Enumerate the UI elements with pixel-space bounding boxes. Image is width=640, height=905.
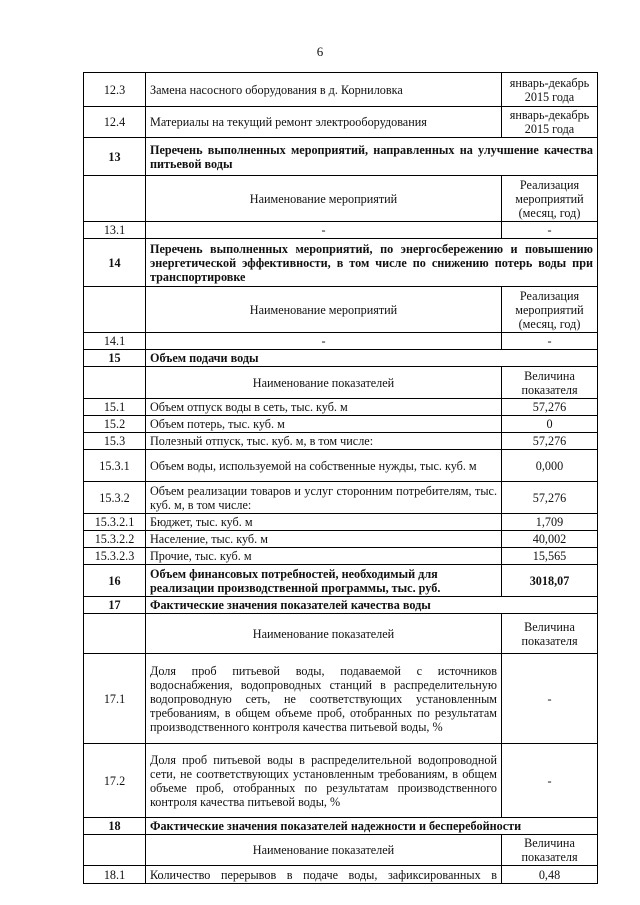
column-header-value: Величина показателя bbox=[502, 614, 598, 654]
row-name: Прочие, тыс. куб. м bbox=[146, 548, 502, 565]
table-row bbox=[84, 866, 598, 884]
row-value: 0,000 bbox=[502, 450, 598, 482]
table-row bbox=[84, 222, 598, 239]
row-value: 57,276 bbox=[502, 482, 598, 514]
column-header-value: Реализация мероприятий (месяц, год) bbox=[502, 287, 598, 333]
section-row bbox=[84, 565, 598, 597]
table-row bbox=[84, 416, 598, 433]
table-row bbox=[84, 744, 598, 818]
empty-cell bbox=[84, 835, 146, 866]
row-number: 12.3 bbox=[84, 73, 146, 107]
section-row bbox=[84, 597, 598, 614]
row-name: Объем реализации товаров и услуг сторонним потребителям, тыс. куб. м, в том числе: bbox=[146, 482, 502, 514]
empty-cell bbox=[84, 287, 146, 333]
table-row bbox=[84, 514, 598, 531]
section-number: 15 bbox=[84, 350, 146, 367]
section-row bbox=[84, 239, 598, 287]
row-value: - bbox=[502, 654, 598, 744]
row-name: Материалы на текущий ремонт электрооборудования bbox=[146, 107, 502, 138]
section-number: 14 bbox=[84, 239, 146, 287]
column-header-value: Величина показателя bbox=[502, 367, 598, 399]
row-number: 15.3.2.1 bbox=[84, 514, 146, 531]
row-number: 15.1 bbox=[84, 399, 146, 416]
header-row bbox=[84, 287, 598, 333]
table-row bbox=[84, 333, 598, 350]
section-number: 13 bbox=[84, 138, 146, 176]
row-number: 17.1 bbox=[84, 654, 146, 744]
table-row bbox=[84, 107, 598, 138]
row-name: Объем воды, используемой на собственные нужды, тыс. куб. м bbox=[146, 450, 502, 482]
table-row bbox=[84, 450, 598, 482]
column-header-name: Наименование мероприятий bbox=[146, 287, 502, 333]
table-row bbox=[84, 531, 598, 548]
row-value: - bbox=[502, 333, 598, 350]
row-name: Доля проб питьевой воды в распределительной водопроводной сети, не соответствующих установленным требованиям, в общем объеме проб, отобранных по результатам производственного контроля качества питьевой воды, % bbox=[146, 744, 502, 818]
section-row bbox=[84, 138, 598, 176]
row-name: Население, тыс. куб. м bbox=[146, 531, 502, 548]
row-name: Количество перерывов в подаче воды, зафиксированных в bbox=[146, 866, 502, 884]
row-number: 13.1 bbox=[84, 222, 146, 239]
column-header-name: Наименование показателей bbox=[146, 367, 502, 399]
column-header-name: Наименование мероприятий bbox=[146, 176, 502, 222]
row-number: 15.2 bbox=[84, 416, 146, 433]
table-row bbox=[84, 73, 598, 107]
column-header-value: Реализация мероприятий (месяц, год) bbox=[502, 176, 598, 222]
section-value: 3018,07 bbox=[502, 565, 598, 597]
row-value: январь-декабрь 2015 года bbox=[502, 73, 598, 107]
row-number: 14.1 bbox=[84, 333, 146, 350]
page-number: 6 bbox=[316, 44, 324, 59]
table-row bbox=[84, 548, 598, 565]
row-number: 15.3.2.2 bbox=[84, 531, 146, 548]
column-header-name: Наименование показателей bbox=[146, 614, 502, 654]
section-title: Фактические значения показателей качества воды bbox=[146, 597, 598, 614]
row-value: - bbox=[502, 222, 598, 239]
table-row bbox=[84, 482, 598, 514]
row-number: 18.1 bbox=[84, 866, 146, 884]
section-title: Объем подачи воды bbox=[146, 350, 598, 367]
column-header-name: Наименование показателей bbox=[146, 835, 502, 866]
section-title: Объем финансовых потребностей, необходимый для реализации производственной программы, тыс. руб. bbox=[146, 565, 502, 597]
header-row bbox=[84, 835, 598, 866]
column-header-value: Величина показателя bbox=[502, 835, 598, 866]
row-name: Объем отпуск воды в сеть, тыс. куб. м bbox=[146, 399, 502, 416]
row-number: 15.3.1 bbox=[84, 450, 146, 482]
row-number: 12.4 bbox=[84, 107, 146, 138]
row-value: - bbox=[502, 744, 598, 818]
section-row bbox=[84, 818, 598, 835]
row-value: 40,002 bbox=[502, 531, 598, 548]
section-number: 17 bbox=[84, 597, 146, 614]
row-number: 17.2 bbox=[84, 744, 146, 818]
row-name: Объем потерь, тыс. куб. м bbox=[146, 416, 502, 433]
table-row bbox=[84, 433, 598, 450]
empty-cell bbox=[84, 614, 146, 654]
table-row bbox=[84, 654, 598, 744]
row-name: Бюджет, тыс. куб. м bbox=[146, 514, 502, 531]
row-name: Доля проб питьевой воды, подаваемой с источников водоснабжения, водопроводных станций в распределительную водопроводную сеть, не соответствующих установленным требованиям, в общем объеме проб, отобранных по результатам производственного контроля качества питьевой воды, % bbox=[146, 654, 502, 744]
row-name: - bbox=[146, 333, 502, 350]
header-row bbox=[84, 367, 598, 399]
section-title: Перечень выполненных мероприятий, направленных на улучшение качества питьевой воды bbox=[146, 138, 598, 176]
row-value: январь-декабрь 2015 года bbox=[502, 107, 598, 138]
row-value: 0,48 bbox=[502, 866, 598, 884]
header-row bbox=[84, 176, 598, 222]
empty-cell bbox=[84, 367, 146, 399]
empty-cell bbox=[84, 176, 146, 222]
row-number: 15.3 bbox=[84, 433, 146, 450]
row-value: 15,565 bbox=[502, 548, 598, 565]
row-value: 57,276 bbox=[502, 433, 598, 450]
section-title: Перечень выполненных мероприятий, по энергосбережению и повышению энергетической эффективности, в том числе по снижению потерь воды при транспортировке bbox=[146, 239, 598, 287]
row-name: Полезный отпуск, тыс. куб. м, в том числе: bbox=[146, 433, 502, 450]
section-number: 18 bbox=[84, 818, 146, 835]
table-row bbox=[84, 399, 598, 416]
row-value: 1,709 bbox=[502, 514, 598, 531]
row-number: 15.3.2 bbox=[84, 482, 146, 514]
section-row bbox=[84, 350, 598, 367]
row-value: 57,276 bbox=[502, 399, 598, 416]
header-row bbox=[84, 614, 598, 654]
section-title: Фактические значения показателей надежности и бесперебойности bbox=[146, 818, 598, 835]
row-value: 0 bbox=[502, 416, 598, 433]
row-name: - bbox=[146, 222, 502, 239]
row-number: 15.3.2.3 bbox=[84, 548, 146, 565]
program-table bbox=[83, 72, 598, 884]
row-name: Замена насосного оборудования в д. Корниловка bbox=[146, 73, 502, 107]
section-number: 16 bbox=[84, 565, 146, 597]
